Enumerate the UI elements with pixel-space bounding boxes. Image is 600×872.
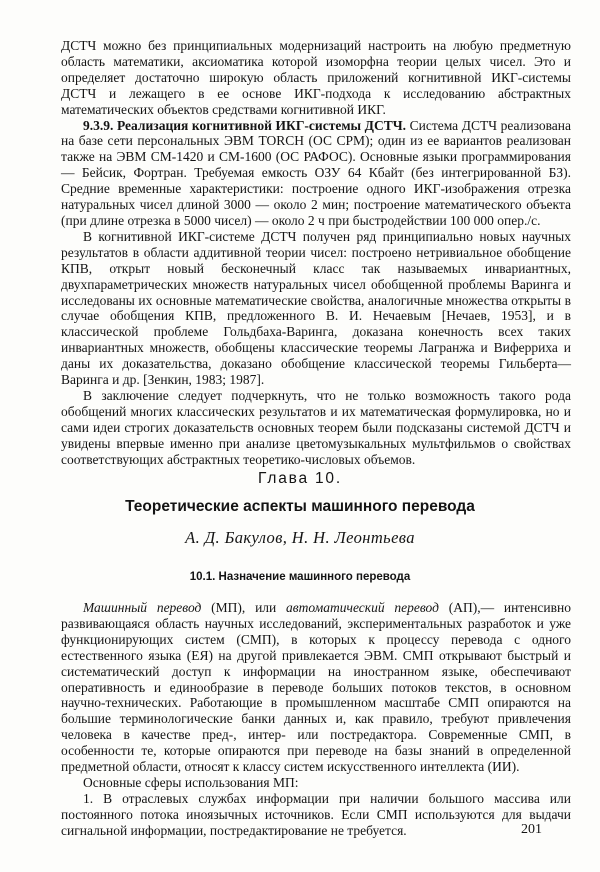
intro-paragraph: ДСТЧ можно без принципиальных модернизаций настроить на любую предметную область математики, аксиоматика которой изоморфна теории целых чисел. Это и определяет достаточно широкую область приложений когнитивной ИКГ-системы ДСТЧ и лежащего в ее основе ИКГ-подхода к исследованию абстрактных математических объектов средствами когнитивной ИКГ. [61,38,571,117]
mt-definition-paragraph [61,600,571,775]
bottom-text-block [61,600,571,839]
section-9-3-9-text: Система ДСТЧ реализована на базе сети персональных ЭВМ TORCH (ОС СРМ); один из ее вариантов реализован также на ЭВМ СМ-1420 и СМ-1600 (ОС РАФОС). Основные языки программирования — Бейсик, Фортран. Требуемая емкость ОЗУ 64 Кбайт (без интегрированной БЗ). Средние временные характеристики: построение одного ИКГ-изображения отрезка натуральных чисел длиной 3000 — около 2 мин; построение математического объекта (при длине отрезка в 5000 чисел) — около 2 ч при быстродействии 100 000 опер./с. [61,117,571,228]
section-title: 10.1. Назначение машинного перевода [189,571,411,583]
chapter-authors: А. Д. Бакулов, Н. Н. Леонтьева [185,528,415,547]
conclusion-paragraph: В заключение следует подчеркнуть, что не только возможность такого рода обобщений многих классических результатов и их математическая формулировка, но и сами идеи строгих доказательств основных теорем были подсказаны системой ДСТЧ и увидены впервые именно при анализе цветомузыкальных мультфильмов о свойствах соответствующих абстрактных теоретико-числовых объемов. [61,387,571,467]
spheres-intro: Основные сферы использования МП: [83,774,299,790]
term-automatic-translation: автоматический перевод [286,600,439,615]
mt-text-part-1: (МП), или [201,600,287,615]
section-9-3-9-paragraph [61,118,571,229]
mt-text-part-2: (АП),— интенсивно развивающаяся область научных исследований, экспериментальных разработок и уже функционирующих систем (СМП), в которых к процессу перевода с одного естественного языка (ЕЯ) на другой привлекается ЭВМ. СМП открывают быстрый и систематический доступ к информации на иностранном языке, обеспечивают оперативность и единообразие в переводе больших потоков текстов, в основном научно-технических. Работающие в промышленном масштабе СМП опираются на большие терминологические банки данных и, как правило, требуют привлечения человека в качестве пред-, интер- или постредактора. Современные СМП, в особенности те, которые опираются при переводе на базы знаний в определенной предметной области, относят к классу систем искусственного интеллекта (ИИ). [61,600,571,775]
top-text-block [61,38,571,467]
chapter-label: Глава 10. [258,470,342,487]
term-machine-translation: Машинный перевод [83,600,202,615]
results-paragraph: В когнитивной ИКГ-системе ДСТЧ получен ряд принципиально новых научных результатов в области аддитивной теории чисел: построено нетривиальное обобщение КПВ, открыт новый бесконечный класс так называемых инвариантных, двухпараметрических множеств натуральных чисел обобщенной проблемы Варинга и исследованы их основные математические свойства, аналогичные множества открыты в случае обобщения КПВ, предложенного В. И. Нечаевым [Нечаев, 1953], и в классической проблеме Гольдбаха-Варинга, доказана конечность всех таких инвариантных множеств, обобщены классические теоремы Лагранжа и Виферриха и даны их доказательства, доказано обобщение классической теоремы Гильберта—Варинга и др. [Зенкин, 1983; 1987]. [61,228,571,388]
section-9-3-9-heading: 9.3.9. Реализация когнитивной ИКГ-системы ДСТЧ. [83,117,406,133]
chapter-title: Теоретические аспекты машинного перевода [125,498,475,515]
sphere-item-1: 1. В отраслевых службах информации при наличии большого массива или постоянного потока иноязычных источников. Если СМП используются для выдачи сигнальной информации, постредактирование не требуется. [61,790,571,838]
page-number: 201 [521,822,542,837]
